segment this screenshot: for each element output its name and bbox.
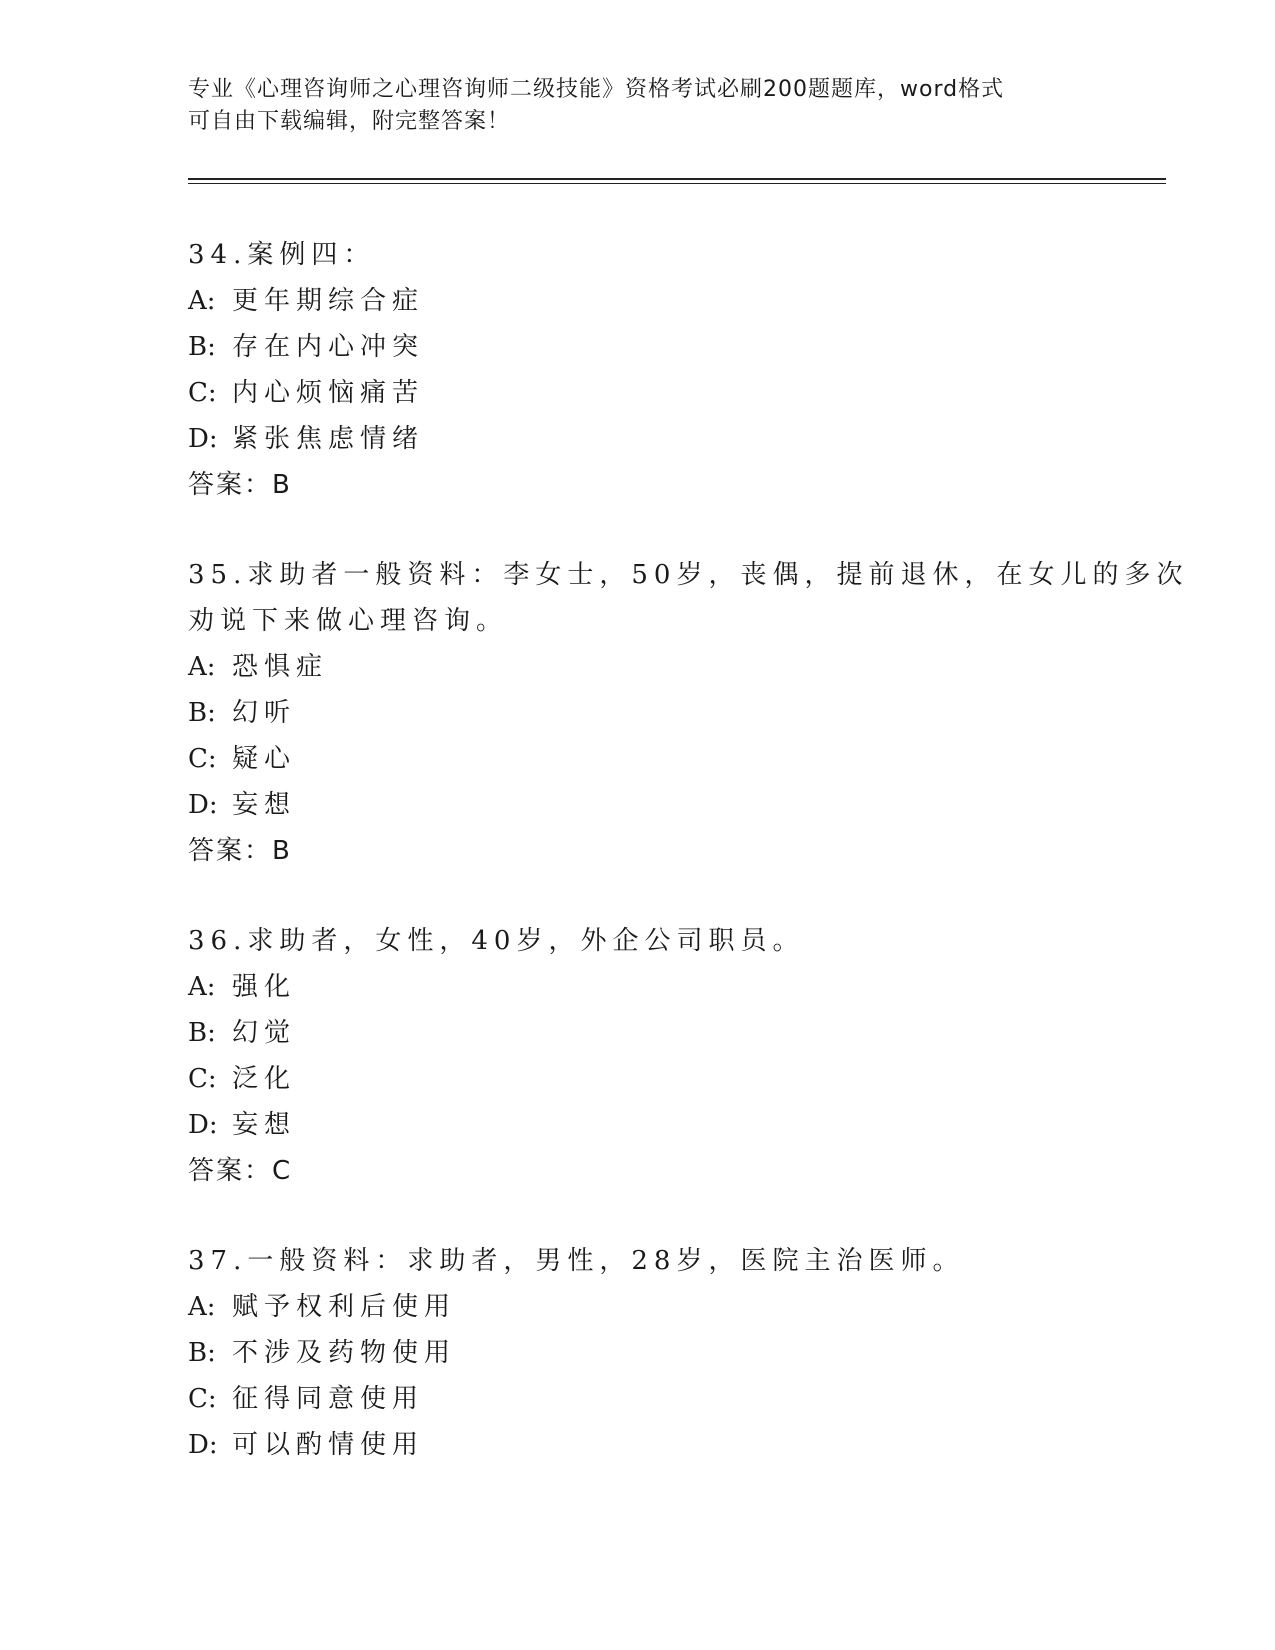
answer-value: B bbox=[272, 836, 292, 866]
option-letter: A: bbox=[188, 972, 216, 1002]
option-c bbox=[188, 370, 1088, 416]
option-a bbox=[188, 1284, 1088, 1330]
question-stem-line: 一般资料：求助者，男性，28岁，医院主治医师。 bbox=[247, 1246, 965, 1276]
option-letter: A: bbox=[188, 652, 216, 682]
question-number: 37. bbox=[188, 1246, 248, 1276]
option-letter: B: bbox=[188, 332, 216, 362]
question-stem bbox=[188, 552, 1189, 598]
option-d bbox=[188, 1102, 1088, 1148]
option-letter: D: bbox=[188, 790, 218, 820]
option-letter: A: bbox=[188, 1292, 216, 1322]
option-text: 妄想 bbox=[232, 790, 297, 820]
option-letter: D: bbox=[188, 424, 218, 454]
question-number: 36. bbox=[188, 926, 248, 956]
question-stem-continuation bbox=[188, 598, 1088, 644]
option-text: 赋予权利后使用 bbox=[232, 1292, 457, 1322]
option-letter: D: bbox=[188, 1430, 218, 1460]
option-text: 幻觉 bbox=[232, 1018, 297, 1048]
option-letter: D: bbox=[188, 1110, 218, 1140]
option-text: 不涉及药物使用 bbox=[232, 1338, 457, 1368]
option-c bbox=[188, 1376, 1088, 1422]
answer-value: C bbox=[272, 1156, 293, 1186]
document-header bbox=[188, 74, 1088, 138]
question-list bbox=[188, 232, 1189, 1512]
answer-label: 答案： bbox=[188, 1156, 273, 1186]
option-a bbox=[188, 644, 1088, 690]
question-stem-line: 案例四： bbox=[247, 240, 376, 270]
option-a bbox=[188, 278, 1088, 324]
option-a bbox=[188, 964, 1088, 1010]
option-text: 泛化 bbox=[232, 1064, 297, 1094]
option-letter: C: bbox=[188, 1384, 217, 1414]
option-letter: C: bbox=[188, 1064, 217, 1094]
option-letter: B: bbox=[188, 1018, 216, 1048]
option-d bbox=[188, 416, 1088, 462]
option-text: 妄想 bbox=[232, 1110, 297, 1140]
option-letter: A: bbox=[188, 286, 216, 316]
question-stem-line: 劝说下来做心理咨询。 bbox=[188, 606, 509, 636]
question-stem bbox=[188, 918, 1088, 964]
answer-label: 答案： bbox=[188, 470, 273, 500]
header-line-2: 可自由下载编辑，附完整答案！ bbox=[188, 109, 511, 134]
answer-value: B bbox=[272, 470, 292, 500]
option-text: 可以酌情使用 bbox=[232, 1430, 425, 1460]
option-letter: C: bbox=[188, 744, 217, 774]
option-text: 疑心 bbox=[232, 744, 297, 774]
option-c bbox=[188, 1056, 1088, 1102]
question-37 bbox=[188, 1238, 1088, 1468]
answer-line bbox=[188, 1148, 1088, 1194]
question-stem bbox=[188, 1238, 1088, 1284]
question-34 bbox=[188, 232, 1088, 508]
header-divider-thick bbox=[188, 178, 1166, 180]
option-text: 征得同意使用 bbox=[232, 1384, 425, 1414]
answer-label: 答案： bbox=[188, 836, 273, 866]
option-text: 存在内心冲突 bbox=[232, 332, 425, 362]
answer-line bbox=[188, 462, 1088, 508]
option-letter: C: bbox=[188, 378, 217, 408]
answer-line bbox=[188, 828, 1088, 874]
question-36 bbox=[188, 918, 1088, 1194]
option-d bbox=[188, 1422, 1088, 1468]
option-text: 内心烦恼痛苦 bbox=[232, 378, 425, 408]
option-b bbox=[188, 690, 1088, 736]
option-d bbox=[188, 782, 1088, 828]
option-text: 紧张焦虑情绪 bbox=[232, 424, 425, 454]
option-text: 更年期综合症 bbox=[232, 286, 425, 316]
header-line-1: 专业《心理咨询师之心理咨询师二级技能》资格考试必刷200题题库，word格式 bbox=[188, 77, 1005, 102]
question-number: 34. bbox=[188, 240, 248, 270]
option-text: 强化 bbox=[232, 972, 297, 1002]
question-stem bbox=[188, 232, 1088, 278]
option-text: 恐惧症 bbox=[232, 652, 329, 682]
option-letter: B: bbox=[188, 698, 216, 728]
question-stem-line: 求助者，女性，40岁，外企公司职员。 bbox=[247, 926, 805, 956]
header-divider-thin bbox=[188, 183, 1166, 184]
option-text: 幻听 bbox=[232, 698, 297, 728]
question-number: 35. bbox=[188, 560, 248, 590]
option-b bbox=[188, 1010, 1088, 1056]
option-letter: B: bbox=[188, 1338, 216, 1368]
question-35 bbox=[188, 552, 1189, 874]
option-b bbox=[188, 324, 1088, 370]
question-stem-line: 求助者一般资料：李女士，50岁，丧偶，提前退休，在女儿的多次 bbox=[247, 560, 1189, 590]
option-b bbox=[188, 1330, 1088, 1376]
option-c bbox=[188, 736, 1088, 782]
